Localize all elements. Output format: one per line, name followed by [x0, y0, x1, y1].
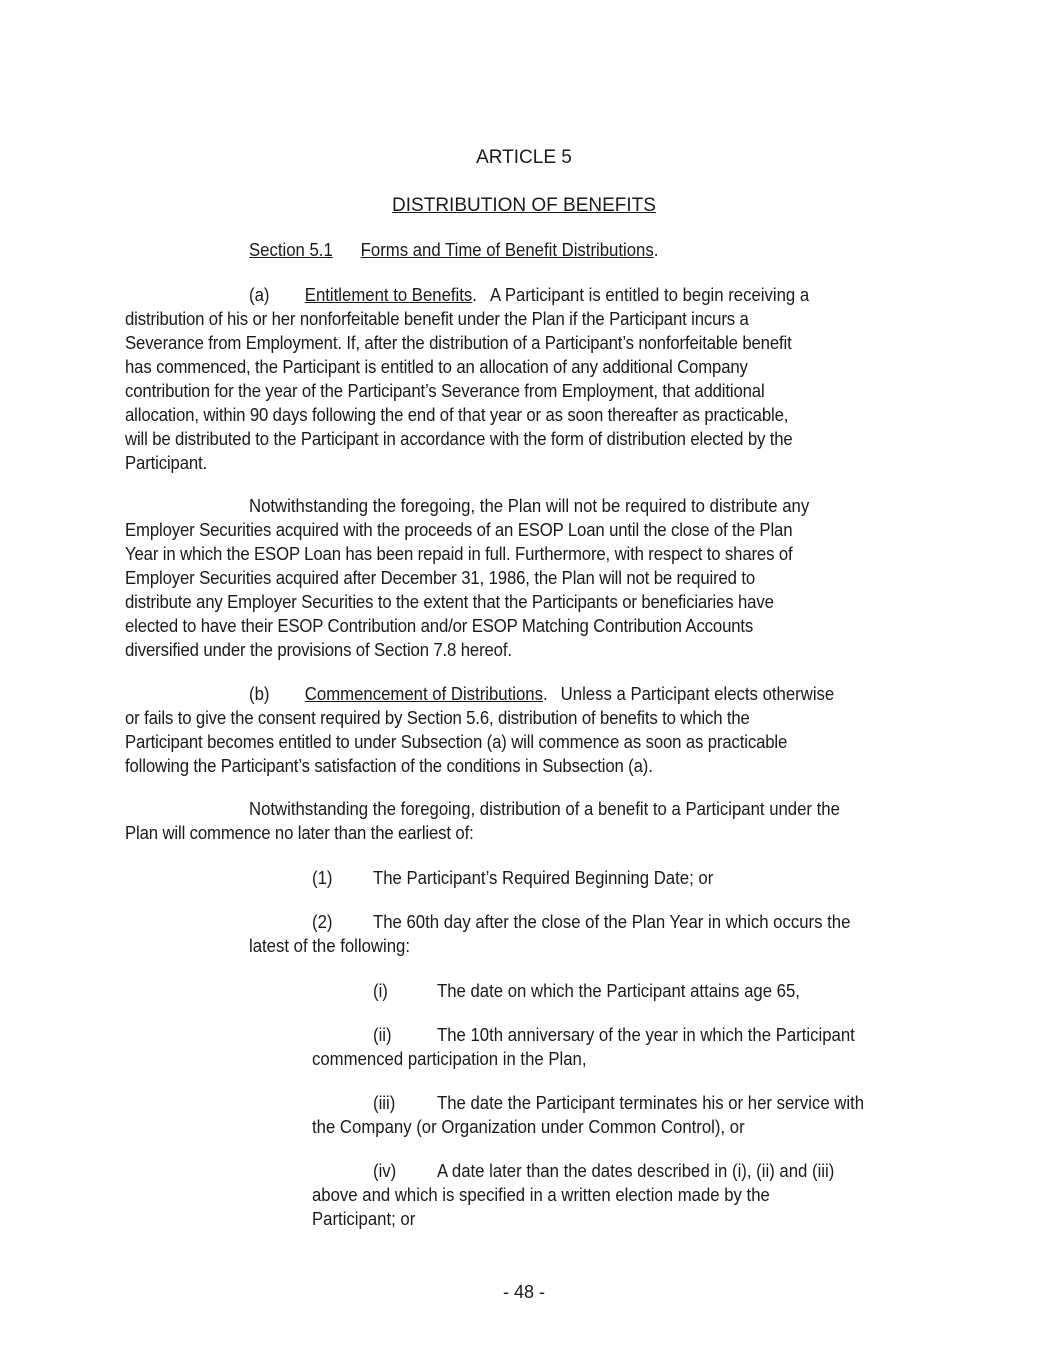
item-2-marker: (2) — [312, 912, 333, 932]
paragraph-a2-line: Notwithstanding the foregoing, the Plan will not be required to distribute any — [249, 496, 810, 516]
paragraph-a2-line: distribute any Employer Securities to the extent that the Participants or beneficiaries have — [125, 592, 774, 612]
sub-item-iv-marker: (iv) — [373, 1161, 397, 1181]
paragraph-a-heading: Entitlement to Benefits — [304, 285, 473, 305]
section-title-period: . — [653, 240, 659, 260]
sub-item-ii-line: The 10th anniversary of the year in which the Participant — [437, 1025, 855, 1045]
paragraph-a-line: Participant. — [125, 453, 208, 473]
paragraph-a-line: will be distributed to the Participant in accordance with the form of distribution elected by the — [125, 429, 793, 449]
paragraph-a-line: allocation, within 90 days following the end of that year or as soon thereafter as practicable, — [125, 405, 789, 425]
paragraph-a-heading-period: . — [472, 285, 477, 305]
article-title: DISTRIBUTION OF BENEFITS — [392, 195, 656, 216]
paragraph-b-line: or fails to give the consent required by Section 5.6, distribution of benefits to which the — [125, 708, 750, 728]
paragraph-a2-line: Employer Securities acquired with the proceeds of an ESOP Loan until the close of the Plan — [125, 520, 793, 540]
paragraph-a2-line: elected to have their ESOP Contribution and/or ESOP Matching Contribution Accounts — [125, 616, 754, 636]
paragraph-a2-line: Employer Securities acquired after December 31, 1986, the Plan will not be required to — [125, 568, 756, 588]
sub-item-iii-line: The date the Participant terminates his or her service with — [437, 1093, 865, 1113]
paragraph-a-line: has commenced, the Participant is entitled to an allocation of any additional Company — [125, 357, 748, 377]
item-1-text: The Participant’s Required Beginning Date; or — [373, 868, 714, 888]
paragraph-b2-line: Plan will commence no later than the earliest of: — [125, 823, 474, 843]
sub-item-ii-marker: (ii) — [373, 1025, 392, 1045]
sub-item-ii-line: commenced participation in the Plan, — [312, 1049, 587, 1069]
article-heading: ARTICLE 5 — [476, 147, 572, 168]
paragraph-a2-line: diversified under the provisions of Section 7.8 hereof. — [125, 640, 512, 660]
sub-item-iv-line: Participant; or — [312, 1209, 416, 1229]
paragraph-b2-line: Notwithstanding the foregoing, distribution of a benefit to a Participant under the — [249, 799, 840, 819]
sub-item-i-marker: (i) — [373, 981, 388, 1001]
section-number: Section 5.1 — [249, 240, 333, 260]
item-2-line: latest of the following: — [249, 936, 410, 956]
paragraph-a-marker: (a) — [249, 285, 270, 305]
paragraph-b-line: Participant becomes entitled to under Subsection (a) will commence as soon as practicable — [125, 732, 788, 752]
item-1-marker: (1) — [312, 868, 333, 888]
paragraph-a-first-line — [249, 283, 809, 307]
sub-item-iv-line: above and which is specified in a written election made by the — [312, 1185, 770, 1205]
page-number: - 48 - — [502, 1282, 545, 1302]
sub-item-iii-marker: (iii) — [373, 1093, 396, 1113]
paragraph-b-line: Unless a Participant elects otherwise — [560, 684, 835, 704]
section-heading — [249, 238, 658, 262]
paragraph-a-line: A Participant is entitled to begin receiving a — [489, 285, 810, 305]
paragraph-b-heading-period: . — [542, 684, 548, 704]
paragraph-a-line: Severance from Employment. If, after the distribution of a Participant’s nonforfeitable benefit — [125, 333, 792, 353]
sub-item-iv-line: A date later than the dates described in (i), (ii) and (iii) — [437, 1161, 835, 1181]
paragraph-a2-line: Year in which the ESOP Loan has been repaid in full. Furthermore, with respect to shares of — [125, 544, 793, 564]
paragraph-a-line: distribution of his or her nonforfeitable benefit under the Plan if the Participant incurs a — [125, 309, 749, 329]
paragraph-b-marker: (b) — [249, 684, 270, 704]
paragraph-b-heading: Commencement of Distributions — [304, 684, 543, 704]
sub-item-i-text: The date on which the Participant attains age 65, — [437, 981, 800, 1001]
sub-item-iii-line: the Company (or Organization under Common Control), or — [312, 1117, 745, 1137]
section-title: Forms and Time of Benefit Distributions — [360, 240, 654, 260]
paragraph-b-first-line — [249, 682, 834, 706]
paragraph-a-line: contribution for the year of the Participant’s Severance from Employment, that additional — [125, 381, 765, 401]
item-2-line: The 60th day after the close of the Plan Year in which occurs the — [373, 912, 851, 932]
paragraph-b-line: following the Participant’s satisfaction of the conditions in Subsection (a). — [125, 756, 653, 776]
